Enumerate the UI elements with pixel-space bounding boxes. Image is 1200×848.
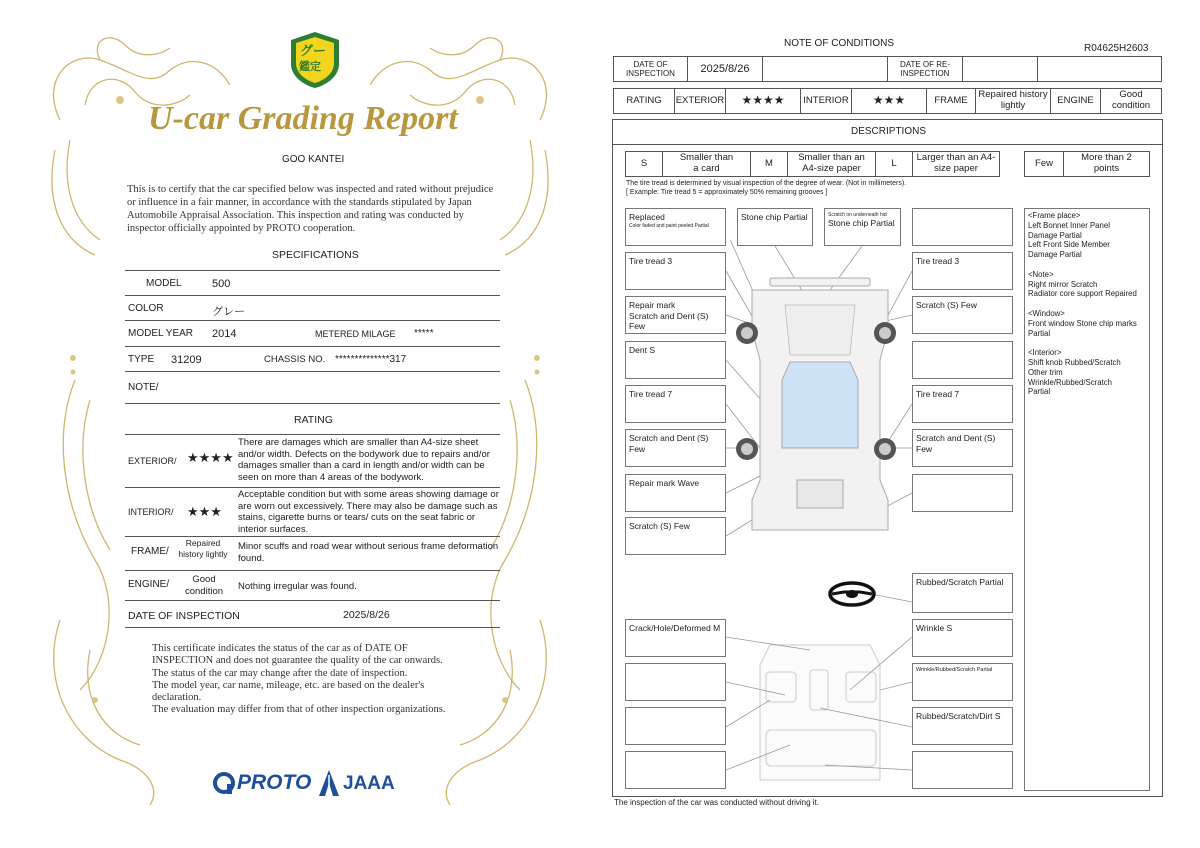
left-box: Repair mark Wave (625, 474, 726, 512)
empty-box (625, 707, 726, 745)
notes-line: Left Bonnet Inner Panel (1028, 220, 1110, 230)
engine-description: Nothing irregular was found. (238, 581, 357, 592)
interior-description: Acceptable condition but with some areas showing damage or are worn out excessively. There may also be damage such as stains, cigarette burns or tears/ cuts on the seat fabric or interior surfaces. (238, 489, 499, 535)
date-of-inspection-value: 2025/8/26 (343, 609, 390, 621)
exterior-label: EXTERIOR/ (128, 456, 177, 466)
car-interior-diagram (726, 630, 912, 790)
right-box: Scratch (S) Few (912, 296, 1013, 334)
legend-s-text: Smaller than a card (662, 151, 751, 177)
interior-right-box: Rubbed/Scratch/Dirt S (912, 707, 1013, 745)
descriptions-heading: DESCRIPTIONS (851, 126, 927, 137)
proto-logo-icon (212, 770, 238, 796)
tire-note: The tire tread is determined by visual inspection of the degree of wear. (Not in millimeters). (626, 180, 907, 187)
frame-value: Repaired history lightly (178, 538, 228, 559)
underneath-text: Stone chip Partial (828, 218, 895, 228)
type-value: 31209 (171, 354, 202, 366)
left-box: Tire tread 3 (625, 252, 726, 290)
legend-few-text: More than 2 points (1063, 151, 1150, 177)
rating-heading: RATING (294, 414, 333, 426)
interior-left-box: Crack/Hole/Deformed M (625, 619, 726, 657)
empty-box (625, 751, 726, 789)
disclaimer-line: declaration. (152, 692, 202, 704)
mileage-label: METERED MILAGE (315, 329, 396, 339)
notes-line: <Window> (1028, 308, 1065, 318)
jaaa-logo-text: JAAA (343, 773, 395, 794)
notes-line: <Interior> (1028, 348, 1062, 358)
type-label: TYPE (128, 354, 155, 365)
reinspection-date-label: DATE OF RE-INSPECTION (887, 56, 963, 82)
badge-text-1: グー (300, 43, 327, 58)
reinspection-date-value (962, 56, 1038, 82)
notes-spacer (1028, 299, 1146, 309)
notes-line: Damage Partial (1028, 230, 1082, 240)
interior-right-box: Wrinkle S (912, 619, 1013, 657)
notes-line: Shift knob Rubbed/Scratch (1028, 357, 1121, 367)
exterior-stars: ★★★★ (187, 450, 234, 465)
report-title: U-car Grading Report (148, 100, 458, 137)
model-label: MODEL (146, 278, 182, 289)
specifications-heading: SPECIFICATIONS (272, 249, 359, 261)
inspection-date-value: 2025/8/26 (687, 56, 763, 82)
mileage-value: ***** (414, 328, 434, 339)
chassis-value: **************317 (335, 354, 407, 365)
notes-line: Radiator core support Repaired (1028, 289, 1137, 299)
badge-text-2: 鑑定 (299, 61, 321, 73)
legend-s: S (625, 151, 663, 177)
disclaimer-line: This certificate indicates the status of the car as of DATE OF (152, 643, 408, 654)
left-box: Scratch (S) Few (625, 517, 726, 555)
notes-line: Other trim (1028, 367, 1063, 377)
replaced-subtext: Color faded and paint peeled Partial (629, 222, 709, 229)
engine-value: Good condition (184, 574, 224, 597)
legend-l-text: Larger than an A4-size paper (912, 151, 1000, 177)
exterior-description: There are damages which are smaller than A4-size sheet and/or width. Defects on the bodywork due to repairs and/or damages smaller than a card in length and/or width can be seen on more than 4 areas of the bodywork. (238, 437, 490, 483)
certificate-disclaimer (152, 643, 446, 717)
notes-line: Partial (1028, 387, 1051, 397)
tire-example: [ Example: Tire tread 5 = approximately 50% remaining grooves ] (626, 189, 828, 196)
interior-right-box: Wrinkle/Rubbed/Scratch Partial (912, 663, 1013, 701)
empty-box (625, 663, 726, 701)
inspection-date-label: DATE OF INSPECTION (613, 56, 688, 82)
certification-statement: This is to certify that the car specified below was inspected and rated without prejudice or influence in a fair manner, in accordance with the standards stipulated by Japan Automobile Appraisal Association. This inspection and rating was conducted by inspector officially appointed by PROTO cooperation. (127, 184, 494, 234)
date-of-inspection-label: DATE OF INSPECTION (128, 610, 240, 622)
right-box: Scratch and Dent (S) Few (912, 429, 1013, 467)
notes-spacer (1028, 260, 1146, 270)
notes-line: Right mirror Scratch (1028, 279, 1098, 289)
frame-label: FRAME (926, 88, 976, 114)
note-label: NOTE/ (128, 382, 159, 393)
notes-line: Wrinkle/Rubbed/Scratch (1028, 377, 1112, 387)
proto-logo-text: PROTO (237, 771, 312, 794)
steering-wheel-icon (827, 580, 877, 608)
model-year-value: 2014 (212, 328, 237, 340)
stone-chip-box: Stone chip Partial (737, 208, 813, 246)
model-year-label: MODEL YEAR (128, 328, 194, 339)
underneath-small-text: Scratch on underneath hid (828, 212, 887, 218)
interior-label: INTERIOR (800, 88, 852, 114)
frame-label: FRAME/ (131, 546, 169, 557)
model-value: 500 (212, 278, 231, 290)
engine-label: ENGINE/ (128, 579, 170, 590)
car-top-view-diagram (612, 240, 1032, 570)
notes-line: Front window Stone chip marks (1028, 318, 1137, 328)
empty-box (912, 751, 1013, 789)
exterior-stars: ★★★★ (725, 88, 801, 114)
leader-line (876, 590, 916, 610)
notes-spacer (1028, 338, 1146, 348)
notes-line: Partial (1028, 328, 1051, 338)
steering-note-box: Rubbed/Scratch Partial (912, 573, 1013, 613)
interior-stars: ★★★ (187, 504, 222, 519)
reference-number: R04625H2603 (1084, 43, 1149, 54)
frame-description: Minor scuffs and road wear without serious frame deformation found. (238, 541, 499, 564)
legend-l: L (875, 151, 913, 177)
disclaimer-line: The model year, car name, mileage, etc. are based on the dealer's (152, 679, 425, 691)
org-name: GOO KANTEI (282, 154, 345, 165)
noc-title: NOTE OF CONDITIONS (784, 38, 894, 49)
engine-label: ENGINE (1050, 88, 1101, 114)
interior-stars: ★★★ (851, 88, 927, 114)
right-box: Tire tread 3 (912, 252, 1013, 290)
blank-cell (1037, 56, 1162, 82)
notes-panel (1024, 208, 1150, 791)
notes-line: <Note> (1028, 269, 1054, 279)
frame-value: Repaired history lightly (975, 88, 1051, 114)
left-box: Tire tread 7 (625, 385, 726, 423)
legend-few: Few (1024, 151, 1064, 177)
blank-cell (762, 56, 888, 82)
disclaimer-line: The evaluation may differ from that of other inspection organizations. (152, 704, 446, 716)
replaced-text: Replaced (629, 212, 665, 222)
left-box: Repair mark Scratch and Dent (S) Few (625, 296, 726, 334)
right-box: Tire tread 7 (912, 385, 1013, 423)
left-box: Scratch and Dent (S) Few (625, 429, 726, 467)
legend-m-text: Smaller than an A4-size paper (787, 151, 876, 177)
interior-label: INTERIOR/ (128, 507, 174, 517)
disclaimer-line: The status of the car may change after the date of inspection. (152, 667, 408, 679)
notes-line: <Frame place> (1028, 211, 1081, 220)
color-label: COLOR (128, 303, 164, 314)
color-value: グレー (212, 306, 245, 318)
engine-value: Good condition (1100, 88, 1162, 114)
legend-m: M (750, 151, 788, 177)
disclaimer-line: INSPECTION and does not guarantee the quality of the car onwards. (152, 655, 443, 667)
noc-footer: The inspection of the car was conducted without driving it. (614, 798, 819, 807)
rating-label: RATING (613, 88, 675, 114)
notes-line: Left Front Side Member (1028, 240, 1110, 250)
notes-line: Damage Partial (1028, 250, 1082, 260)
jaaa-logo-icon (318, 769, 340, 797)
chassis-label: CHASSIS NO. (264, 354, 326, 365)
left-box: Dent S (625, 341, 726, 379)
exterior-label: EXTERIOR (674, 88, 726, 114)
